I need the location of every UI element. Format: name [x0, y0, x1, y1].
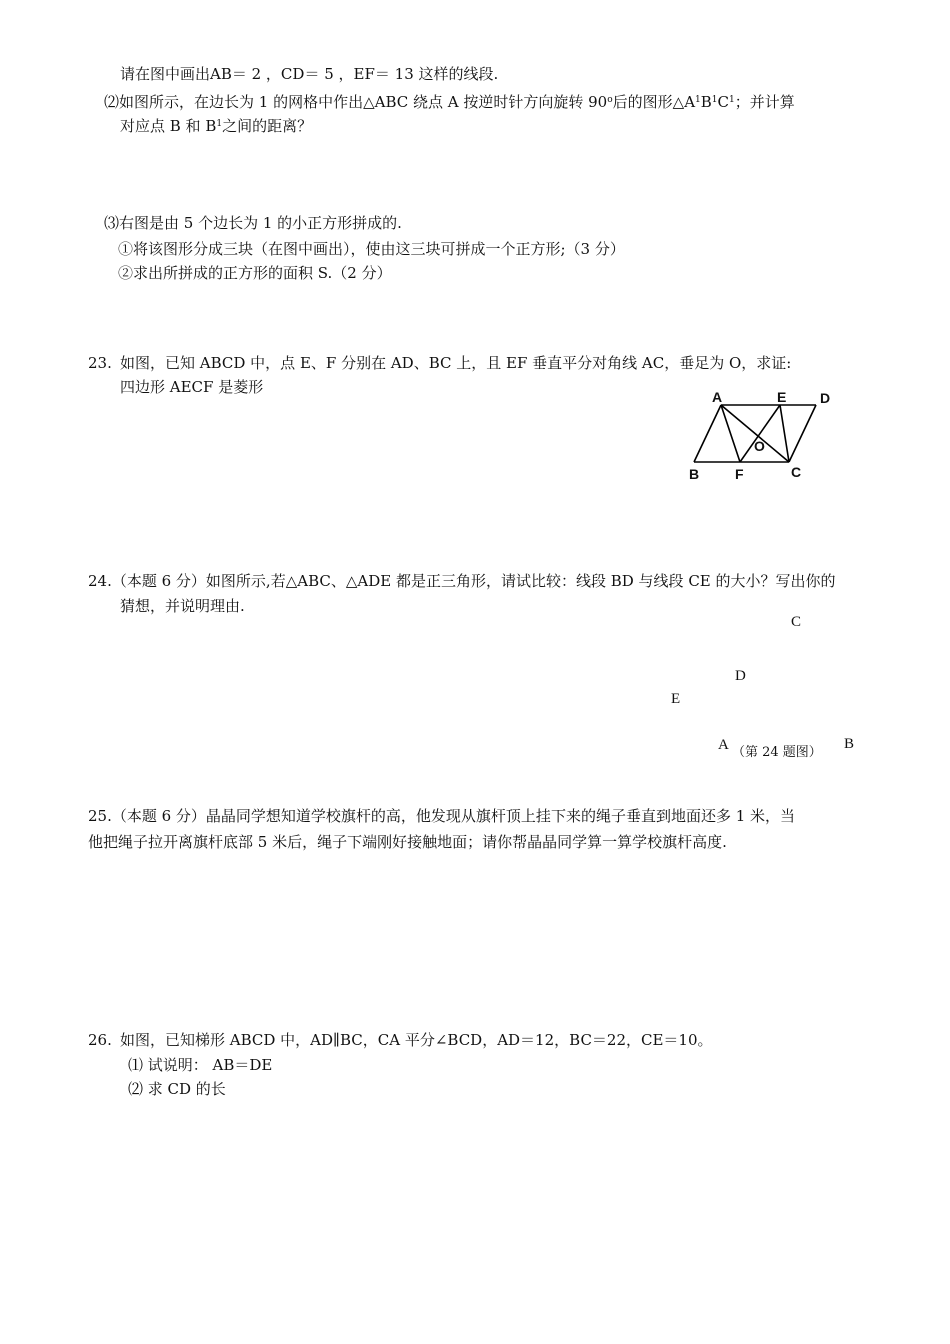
q24-label-b: B — [844, 736, 855, 752]
q22-part2-text-c: B — [700, 93, 712, 111]
q23-line2: 四边形 AECF 是菱形 — [120, 378, 264, 396]
q23-number: 23. — [88, 354, 112, 372]
q26-line1: 如图，已知梯形 ABCD 中，AD∥BC，CA 平分∠BCD，AD＝12，BC＝22，CE＝10。 — [120, 1031, 713, 1049]
q23-line1: 如图，已知 ABCD 中，点 E、F 分别在 AD、BC 上，且 EF 垂直平分对角线 AC，垂足为 O，求证: — [120, 354, 792, 372]
q25-line2: 他把绳子拉开离旗杆底部 5 米后，绳子下端刚好接触地面；请你帮晶晶同学算一算学校旗杆高度. — [88, 833, 727, 851]
q25-line1: 25.（本题 6 分）晶晶同学想知道学校旗杆的高，他发现从旗杆顶上挂下来的绳子垂直到地面还多 1 米，当 — [88, 807, 796, 825]
q24-line1: 24.（本题 6 分）如图所示,若△ABC、△ADE 都是正三角形，请试比较：线段 BD 与线段 CE 的大小？写出你的 — [88, 572, 836, 590]
segment-ec — [780, 405, 789, 462]
q22-part2-line2-b: 之间的距离？ — [222, 117, 313, 135]
prime-superscript: 1 — [711, 95, 718, 105]
label-o: O — [754, 438, 765, 454]
q26-sub2: ⑵ 求 CD 的长 — [128, 1080, 226, 1098]
q24-label-c: C — [791, 614, 802, 630]
label-e: E — [777, 389, 787, 405]
label-a: A — [712, 389, 723, 405]
q26-sub1: ⑴ 试说明： AB＝DE — [128, 1056, 273, 1074]
q22-part2-text-a: ⑵如图所示，在边长为 1 的网格中作出△ABC 绕点 A 按逆时针方向旋转 90 — [104, 93, 608, 111]
segment-dc — [789, 405, 816, 462]
prime-superscript: 1 — [695, 95, 701, 105]
q22-part2-text-b: 后的图形△A — [612, 93, 696, 111]
label-f: F — [735, 466, 744, 482]
label-c: C — [791, 464, 802, 480]
label-d: D — [820, 390, 831, 406]
q22-part3-sub1: ①将该图形分成三块（在图中画出），使由这三块可拼成一个正方形;（3 分） — [118, 240, 625, 258]
q22-part3-line: ⑶右图是由 5 个边长为 1 的小正方形拼成的. — [104, 214, 402, 232]
q24-label-d: D — [735, 668, 746, 684]
prime-superscript: 1 — [729, 95, 735, 105]
q22-part2-text-e: ；并计算 — [734, 93, 795, 111]
prime-superscript: 1 — [216, 119, 223, 129]
q26-number: 26. — [88, 1031, 112, 1049]
q24-label-a: A — [718, 737, 729, 753]
q24-figure-caption: （第 24 题图） — [732, 745, 822, 760]
q24-line2: 猜想，并说明理由. — [120, 597, 245, 615]
q22-part2-line2-a: 对应点 B 和 B — [120, 117, 217, 135]
label-b: B — [689, 466, 700, 482]
q22-part2-text-d: C — [717, 93, 730, 111]
q22-part3-sub2: ②求出所拼成的正方形的面积 S.（2 分） — [118, 264, 392, 282]
q22-part1-line: 请在图中画出AB＝ 2 ，CD＝ 5 ，EF＝ 13 这样的线段. — [120, 65, 499, 83]
q24-label-e: E — [671, 691, 681, 707]
degree-superscript: o — [607, 95, 613, 105]
segment-ab — [694, 405, 721, 462]
